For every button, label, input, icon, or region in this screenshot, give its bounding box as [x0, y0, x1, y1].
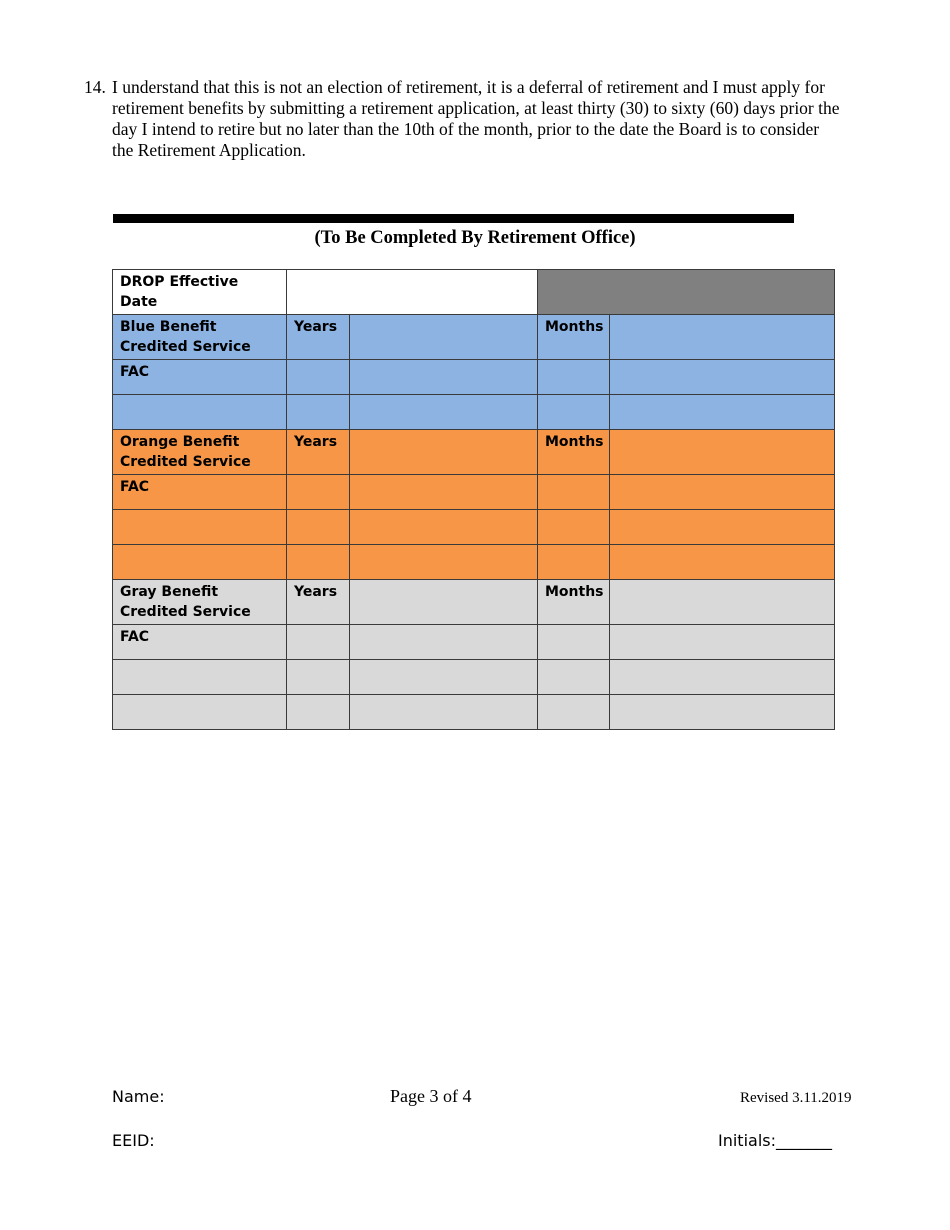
blue-blank-cell[interactable]	[113, 395, 287, 430]
gray-fac-cell[interactable]	[610, 625, 835, 660]
office-section-title: (To Be Completed By Retirement Office)	[314, 228, 636, 248]
gray-fac-cell[interactable]	[287, 625, 350, 660]
gray-blank-cell[interactable]	[287, 695, 350, 730]
blue-fac-cell[interactable]	[287, 360, 350, 395]
gray-fac-cell[interactable]	[538, 625, 610, 660]
gray-blank-row	[113, 695, 835, 730]
blue-blank-cell[interactable]	[287, 395, 350, 430]
blue-fac-cell[interactable]	[350, 360, 538, 395]
orange-fac-label: FAC	[113, 475, 287, 510]
gray-months-label: Months	[538, 580, 610, 625]
orange-blank-cell[interactable]	[113, 510, 287, 545]
orange-blank-row	[113, 510, 835, 545]
gray-blank-cell[interactable]	[610, 695, 835, 730]
orange-years-field[interactable]	[350, 430, 538, 475]
orange-blank-cell[interactable]	[287, 510, 350, 545]
orange-fac-cell[interactable]	[538, 475, 610, 510]
orange-blank-cell[interactable]	[610, 545, 835, 580]
orange-blank-cell[interactable]	[350, 510, 538, 545]
orange-blank-cell[interactable]	[113, 545, 287, 580]
orange-blank-row	[113, 545, 835, 580]
blue-fac-cell[interactable]	[610, 360, 835, 395]
gray-blank-cell[interactable]	[287, 660, 350, 695]
orange-benefit-label: Orange Benefit Credited Service	[113, 430, 287, 475]
blue-years-field[interactable]	[350, 315, 538, 360]
blue-blank-cell[interactable]	[350, 395, 538, 430]
orange-fac-row	[113, 475, 835, 510]
gray-blank-cell[interactable]	[538, 660, 610, 695]
footer-revised-date: Revised 3.11.2019	[740, 1090, 852, 1106]
orange-blank-cell[interactable]	[287, 545, 350, 580]
blue-blank-cell[interactable]	[538, 395, 610, 430]
blue-fac-cell[interactable]	[538, 360, 610, 395]
drop-effective-date-field[interactable]	[287, 270, 538, 315]
drop-effective-date-label: DROP Effective Date	[113, 270, 287, 315]
blue-blank-cell[interactable]	[610, 395, 835, 430]
footer-eeid-label: EEID:	[112, 1131, 155, 1150]
gray-blank-cell[interactable]	[350, 695, 538, 730]
gray-blank-cell[interactable]	[350, 660, 538, 695]
gray-months-field[interactable]	[610, 580, 835, 625]
drop-row	[113, 270, 835, 315]
gray-fac-row	[113, 625, 835, 660]
item-text: I understand that this is not an election of retirement, it is a deferral of retirement and I must apply for retirement benefits by submitting a retirement application, at least thirty (30) to sixty (60) days prior the day I intend to retire but no later than the 10th of the month, prior to the date the Board is to consider the Retirement Application.	[112, 77, 840, 160]
footer-page-number: Page 3 of 4	[390, 1086, 472, 1106]
blue-benefit-label: Blue Benefit Credited Service	[113, 315, 287, 360]
orange-years-label: Years	[287, 430, 350, 475]
blue-months-field[interactable]	[610, 315, 835, 360]
orange-months-field[interactable]	[610, 430, 835, 475]
gray-benefit-label: Gray Benefit Credited Service	[113, 580, 287, 625]
blue-service-row	[113, 315, 835, 360]
gray-years-field[interactable]	[350, 580, 538, 625]
blue-years-label: Years	[287, 315, 350, 360]
blue-fac-row	[113, 360, 835, 395]
item-14	[84, 77, 844, 161]
orange-blank-cell[interactable]	[538, 510, 610, 545]
orange-fac-cell[interactable]	[287, 475, 350, 510]
gray-fac-cell[interactable]	[350, 625, 538, 660]
blue-months-label: Months	[538, 315, 610, 360]
gray-blank-cell[interactable]	[538, 695, 610, 730]
blue-blank-row	[113, 395, 835, 430]
gray-fac-label: FAC	[113, 625, 287, 660]
footer-name-label: Name:	[112, 1087, 165, 1106]
orange-fac-cell[interactable]	[610, 475, 835, 510]
orange-months-label: Months	[538, 430, 610, 475]
gray-blank-cell[interactable]	[610, 660, 835, 695]
blue-fac-label: FAC	[113, 360, 287, 395]
gray-blank-cell[interactable]	[113, 695, 287, 730]
drop-shaded-cell	[538, 270, 835, 315]
gray-blank-row	[113, 660, 835, 695]
orange-service-row	[113, 430, 835, 475]
gray-service-row	[113, 580, 835, 625]
retirement-office-table	[112, 269, 835, 730]
footer-initials-label: Initials:_______	[718, 1131, 832, 1150]
item-number: 14.	[84, 77, 106, 97]
orange-blank-cell[interactable]	[610, 510, 835, 545]
gray-blank-cell[interactable]	[113, 660, 287, 695]
orange-blank-cell[interactable]	[350, 545, 538, 580]
section-divider	[113, 214, 794, 223]
gray-years-label: Years	[287, 580, 350, 625]
orange-blank-cell[interactable]	[538, 545, 610, 580]
orange-fac-cell[interactable]	[350, 475, 538, 510]
